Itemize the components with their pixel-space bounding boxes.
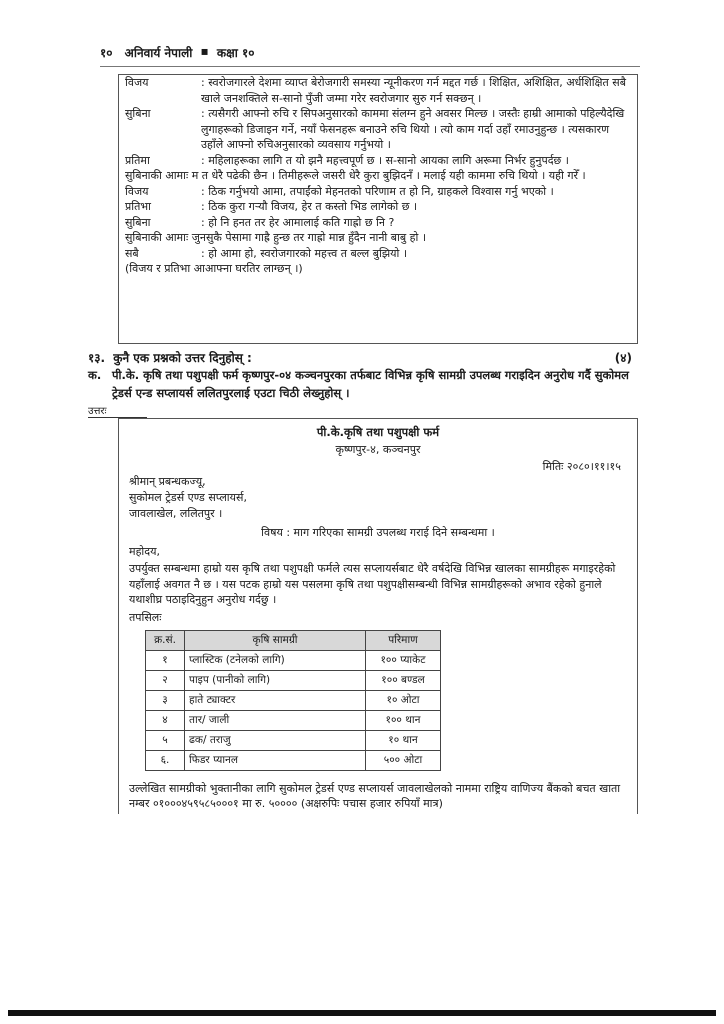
cell-serial: २ bbox=[146, 670, 185, 690]
dialogue-text: जुनसुकै पेसामा गाह्रै हुन्छ तर गाह्रो मान्न हुँदैन नानी बाबु हो । bbox=[191, 231, 427, 244]
letter-salutation: महोदय, bbox=[129, 545, 160, 558]
table-row bbox=[146, 650, 441, 670]
cell-quantity: ५०० ओटा bbox=[366, 750, 441, 770]
speaker-name: सुबिना bbox=[125, 107, 151, 120]
dialogue-text: म त धेरै पढेकी छैन । तिमीहरूले जसरी धेरै कुरा बुझिदनँ । मलाई यही काममा रुचि थियो । यही गरेँ । bbox=[191, 169, 586, 182]
page-header bbox=[100, 44, 640, 67]
letter-box bbox=[118, 418, 638, 814]
dialogue-text: (विजय र प्रतिभा आआफ्ना घरतिर लाग्छन् ।) bbox=[125, 262, 303, 275]
book-title: अनिवार्य नेपाली bbox=[124, 46, 193, 60]
question-marks: (४) bbox=[614, 351, 632, 365]
cell-item: प्लास्टिक (टनेलको लागि) bbox=[185, 650, 366, 670]
cell-serial: ३ bbox=[146, 690, 185, 710]
dialogue-text: : ठिक कुरा गऱ्यौ विजय, हेर त कस्तो भिड लागेको छ । bbox=[201, 200, 418, 213]
question-label: क. bbox=[88, 368, 102, 382]
recipient-line: जावलाखेल, ललितपुर । bbox=[129, 507, 223, 520]
letter-title: पी.के.कृषि तथा पशुपक्षी फर्म bbox=[316, 425, 440, 439]
items-table bbox=[145, 630, 441, 771]
dialogue-line bbox=[119, 230, 637, 246]
dialogue-line bbox=[119, 106, 637, 153]
dialogue-text: : हो नि हनत तर हेर आमालाई कति गाह्रो छ नि ? bbox=[201, 215, 395, 229]
table-row bbox=[146, 690, 441, 710]
question-text-block bbox=[88, 366, 636, 402]
speaker-name: सबै bbox=[125, 246, 139, 260]
dialogue-line bbox=[119, 153, 637, 169]
letter-closing: उल्लेखित सामग्रीको भुक्तानीका लागि सुकोमल ट्रेडर्स एण्ड सप्लायर्स जावलाखेलको नाममा राष्ट्रिय वाणिज्य बैंकको बचत खाता नम्बर ०१०००४५९५८५०००१ मा रु. ५०००० (अक्षरुपिः पचास हजार रुपियाँ मात्र) bbox=[129, 781, 621, 810]
speaker-name: प्रतिमा bbox=[125, 153, 150, 167]
cell-quantity: १० थान bbox=[366, 730, 441, 750]
cell-quantity: १० ओटा bbox=[366, 690, 441, 710]
cell-item: ढक/ तराजु bbox=[185, 730, 366, 750]
question-header bbox=[88, 349, 636, 367]
recipient-block bbox=[119, 474, 637, 522]
cell-serial: ५ bbox=[146, 730, 185, 750]
question-heading: कुनै एक प्रश्नको उत्तर दिनुहोस् : bbox=[113, 351, 252, 365]
dialogue-line bbox=[119, 246, 637, 262]
cell-serial: १ bbox=[146, 650, 185, 670]
letter-address: कृष्णपुर-४, कञ्चनपुर bbox=[335, 443, 421, 456]
letter-date: मितिः २०८०।११।१५ bbox=[542, 460, 621, 473]
speaker-name: सुबिनाकी आमाः bbox=[125, 169, 189, 182]
cell-serial: ४ bbox=[146, 710, 185, 730]
footer-rule bbox=[8, 1010, 716, 1016]
table-row bbox=[146, 730, 441, 750]
table-row bbox=[146, 750, 441, 770]
col-header-quantity: परिमाण bbox=[366, 630, 441, 650]
speaker-name: विजय bbox=[125, 184, 149, 198]
cell-serial: ६. bbox=[146, 750, 185, 770]
grade-label: कक्षा १० bbox=[216, 46, 255, 60]
dialogue-line bbox=[119, 215, 637, 231]
table-header-row bbox=[146, 630, 441, 650]
dialogue-line bbox=[119, 261, 637, 277]
col-header-item: कृषि सामग्री bbox=[185, 630, 366, 650]
dialogue-line bbox=[119, 184, 637, 200]
recipient-line: सुकोमल ट्रेडर्स एण्ड सप्लायर्स, bbox=[129, 491, 247, 504]
letter-body: उपर्युक्त सम्बन्धमा हाम्रो यस कृषि तथा पशुपक्षी फर्मले त्यस सप्लायर्सबाट धेरै वर्षदेखि विभिन्न खालका सामग्रीहरू मगाइरहेको यहाँलाई अवगत नै छ । यस पटक हाम्रो यस पसलमा कृषि तथा पशुपक्षीसम्बन्धी विभिन्न सामग्रीहरूको अभाव रहेको हुनाले यथाशीघ्र पठाइदिनुहुन अनुरोध गर्दछु । bbox=[129, 562, 616, 606]
dialogue-text: : हो आमा हो, स्वरोजगारको महत्त्व त बल्ल बुझियो । bbox=[201, 246, 408, 260]
speaker-name: विजय bbox=[125, 76, 149, 89]
dialogue-text: : महिलाहरूका लागि त यो झनै महत्त्वपूर्ण छ । स-सानो आयका लागि अरूमा निर्भर हुनुपर्दछ । bbox=[201, 153, 569, 167]
cell-item: फिडर प्यानल bbox=[185, 750, 366, 770]
recipient-line: श्रीमान् प्रबन्धकज्यू, bbox=[129, 475, 206, 488]
dialogue-text: : त्यसैगरी आफ्नो रुचि र सिपअनुसारको काममा संलग्न हुने अवसर मिल्छ । जस्तैः हाम्री आमाको पहिल्यैदेखि लुगाहरूको डिजाइन गर्ने, नयाँ फेसनहरू बनाउने रुचि थियो । त्यो काम गर्दा उहाँ रमाउनुहुन्छ । त्यसकारण उहाँले आफ्नो रुचिअनुसारको व्यवसाय गर्नुभयो । bbox=[201, 107, 625, 151]
dialogue-line bbox=[119, 168, 637, 184]
dialogue-line bbox=[119, 199, 637, 215]
dialogue-text: : ठिक गर्नुभयो आमा, तपाईंको मेहनतको परिणाम त हो नि, ग्राहकले विश्वास गर्नु भएको । bbox=[201, 184, 554, 198]
cell-quantity: १०० थान bbox=[366, 710, 441, 730]
question-number: १३. bbox=[88, 351, 106, 365]
speaker-name: प्रतिभा bbox=[125, 200, 151, 213]
dialogue-text: : स्वरोजगारले देशमा व्याप्त बेरोजगारी समस्या न्यूनीकरण गर्न मद्दत गर्छ । शिक्षित, अशिक्षित, अर्धशिक्षित सबै खाले जनशक्तिले स-सानो पुँजी जम्मा गरेर स्वरोजगार सुरु गर्न सक्छन् । bbox=[201, 76, 626, 105]
header-separator: ▪ bbox=[200, 44, 209, 58]
col-header-serial: क्र.सं. bbox=[146, 630, 185, 650]
letter-subject: विषय : माग गरिएका सामग्री उपलब्ध गराई दिने सम्बन्धमा । bbox=[261, 526, 495, 539]
dialogue-box bbox=[118, 74, 638, 344]
page-number: १० bbox=[100, 46, 113, 60]
dialogue-line bbox=[119, 75, 637, 106]
table-row bbox=[146, 670, 441, 690]
answer-label: उत्तरः bbox=[88, 403, 147, 418]
table-row bbox=[146, 710, 441, 730]
cell-item: तार/ जाली bbox=[185, 710, 366, 730]
question-text: पी.के. कृषि तथा पशुपक्षी फर्म कृष्णपुर-०४ कञ्चनपुरका तर्फबाट विभिन्न कृषि सामग्री उपलब्ध गराइदिन अनुरोध गर्दै सुकोमल ट्रेडर्स एन्ड सप्लायर्स ललितपुरलाई एउटा चिठी लेख्नुहोस् । bbox=[112, 368, 629, 400]
cell-quantity: १०० बण्डल bbox=[366, 670, 441, 690]
cell-quantity: १०० प्याकेट bbox=[366, 650, 441, 670]
table-intro: तपसिलः bbox=[129, 610, 162, 624]
speaker-name: सुबिनाकी आमाः bbox=[125, 231, 189, 244]
cell-item: पाइप (पानीको लागि) bbox=[185, 670, 366, 690]
speaker-name: सुबिना bbox=[125, 215, 151, 229]
cell-item: हाते ट्याक्टर bbox=[185, 690, 366, 710]
